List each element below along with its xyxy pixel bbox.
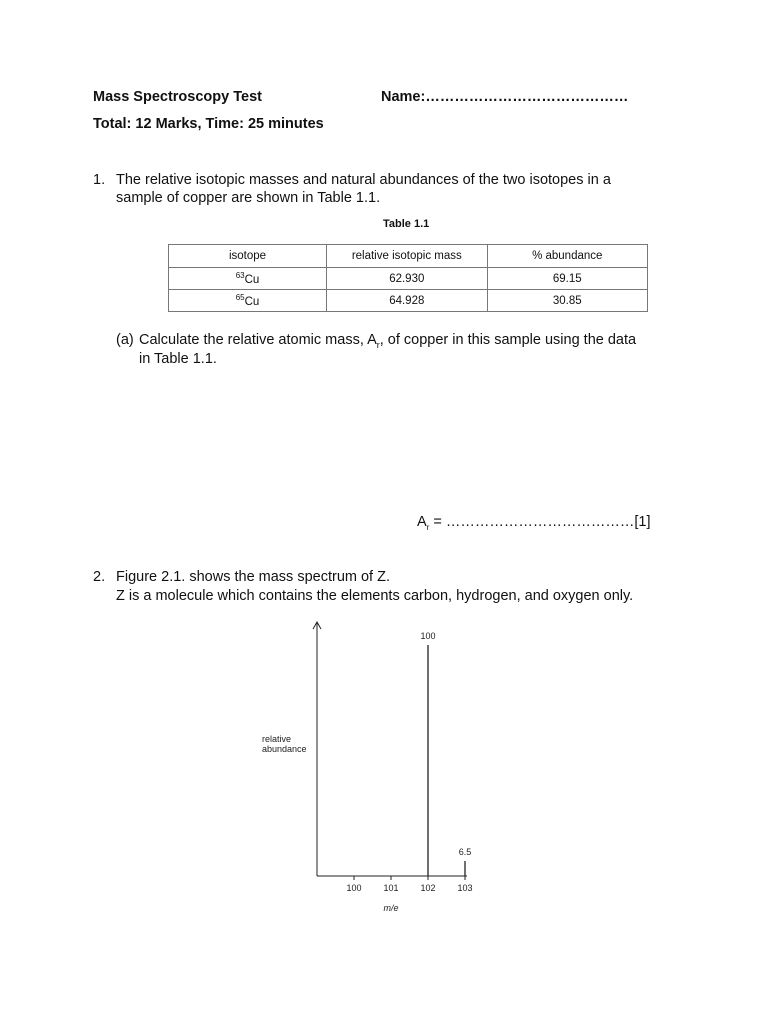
mass-cell: 62.930 xyxy=(327,268,487,290)
table-header-cell: relative isotopic mass xyxy=(327,245,487,268)
q1-number: 1. xyxy=(93,172,106,188)
answer-prefix: A xyxy=(417,514,427,530)
table-header-cell: % abundance xyxy=(487,245,647,268)
mass-number: 65 xyxy=(235,293,245,303)
peak-label: 100 xyxy=(420,631,436,641)
answer-dots: = …………………………………[1] xyxy=(429,514,651,530)
name-field-label: Name:…………………………………… xyxy=(381,89,629,105)
test-title: Mass Spectroscopy Test xyxy=(93,89,262,105)
element-symbol: Cu xyxy=(244,273,260,286)
test-totals: Total: 12 Marks, Time: 25 minutes xyxy=(93,116,324,132)
part-a-text-cont: , of copper in this sample using the data xyxy=(379,332,637,348)
part-a-text: Calculate the relative atomic mass, A xyxy=(139,332,377,348)
q1-text-line2: sample of copper are shown in Table 1.1. xyxy=(116,190,381,206)
x-axis-label: m/e xyxy=(383,903,399,913)
y-axis-label: abundance xyxy=(262,744,307,754)
element-symbol: Cu xyxy=(244,295,260,308)
q2-text-line2: Z is a molecule which contains the elements carbon, hydrogen, and oxygen only. xyxy=(116,588,634,604)
part-a-line2: in Table 1.1. xyxy=(139,351,217,367)
x-tick-label: 100 xyxy=(346,883,362,893)
mass-cell: 64.928 xyxy=(327,290,487,312)
x-tick-label: 101 xyxy=(383,883,399,893)
part-a-label: (a) xyxy=(116,332,134,348)
abundance-cell: 30.85 xyxy=(487,290,647,312)
subscript-r: r xyxy=(376,339,380,350)
q1-text-line1: The relative isotopic masses and natural abundances of the two isotopes in a xyxy=(116,172,611,188)
peak-label: 6.5 xyxy=(458,846,472,857)
abundance-cell: 69.15 xyxy=(487,268,647,290)
table-header-cell: isotope xyxy=(169,245,327,268)
x-tick-label: 102 xyxy=(420,883,436,893)
table-title: Table 1.1 xyxy=(383,218,430,230)
answer-subscript: r xyxy=(426,522,430,532)
y-axis-label: relative xyxy=(262,734,292,744)
q2-text-line1: Figure 2.1. shows the mass spectrum of Z. xyxy=(116,569,390,585)
mass-number: 63 xyxy=(235,271,245,281)
q2-number: 2. xyxy=(93,569,106,585)
x-tick-label: 103 xyxy=(457,883,473,893)
